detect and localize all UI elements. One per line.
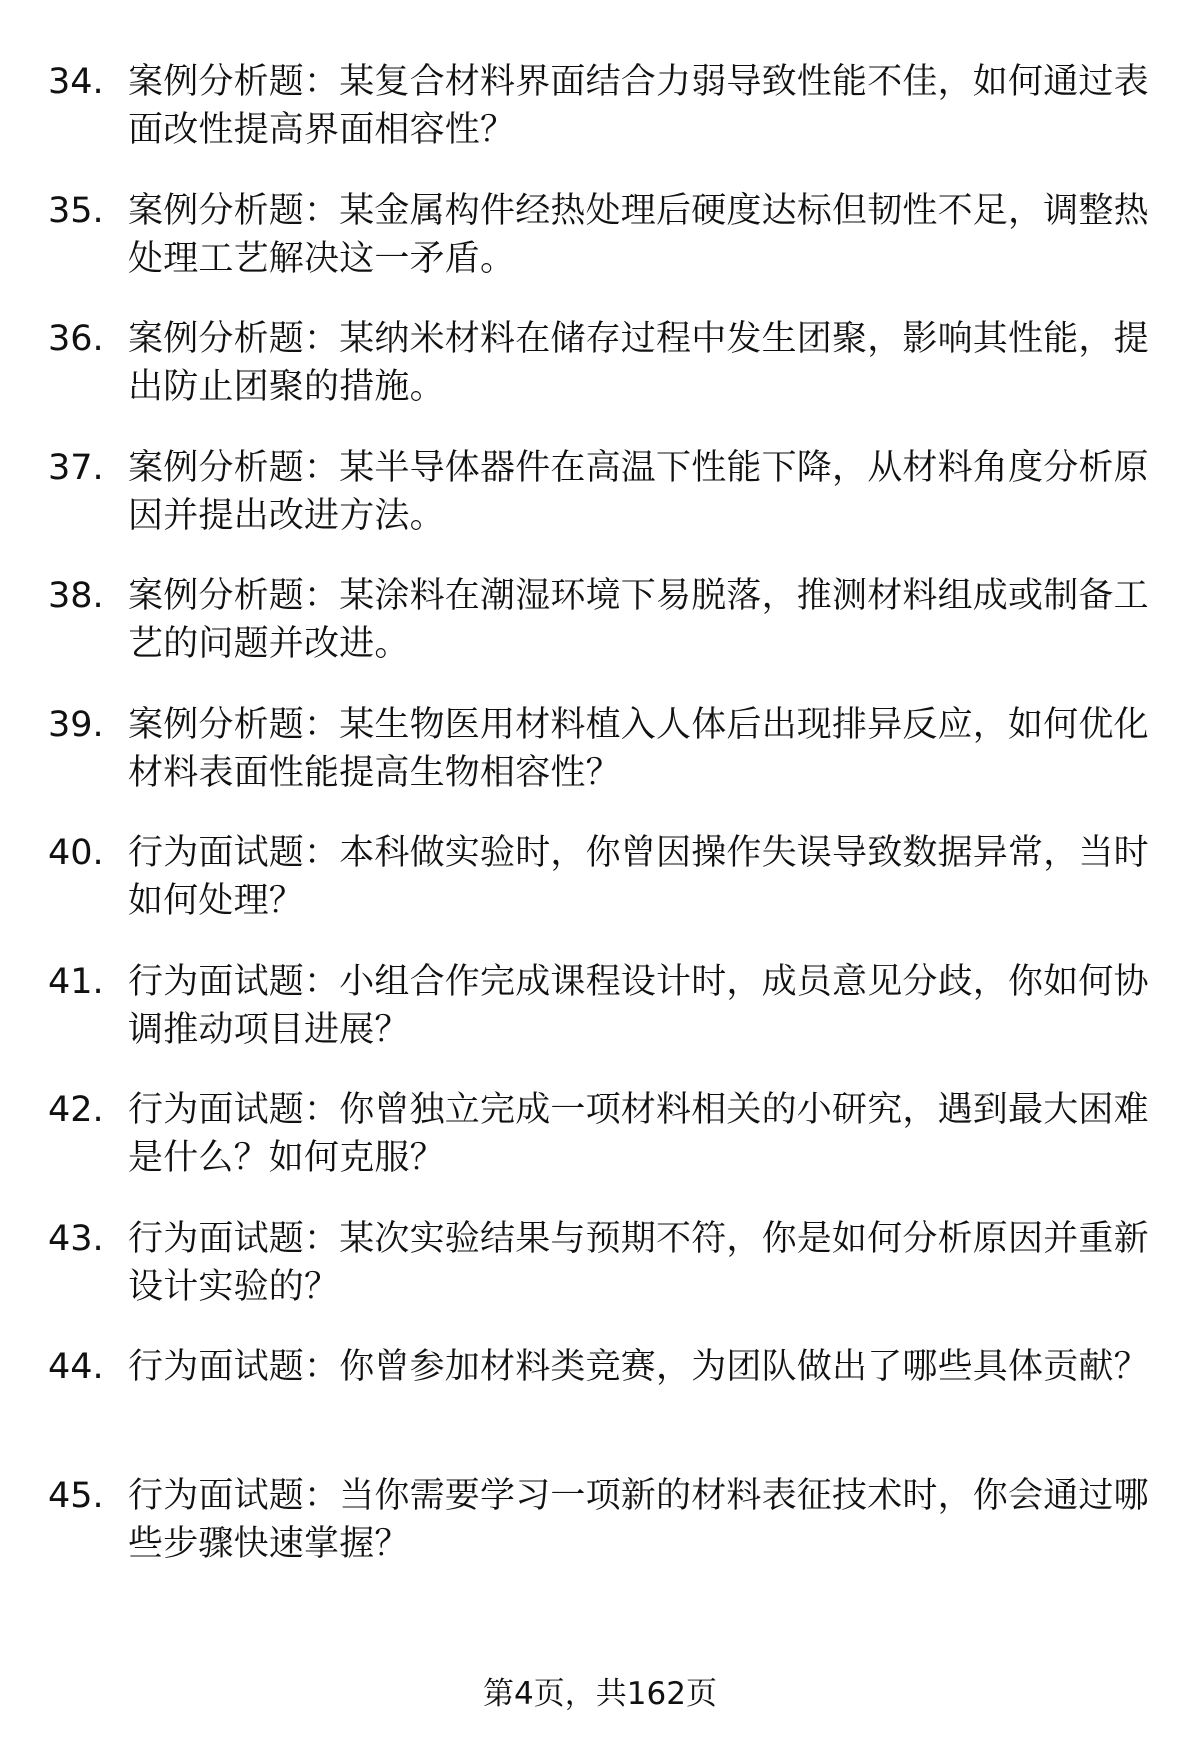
question-text: 行为面试题：你曾参加材料类竞赛，为团队做出了哪些具体贡献？ bbox=[128, 1347, 1149, 1387]
question-list bbox=[48, 58, 1158, 1600]
question-text: 行为面试题：当你需要学习一项新的材料表征技术时，你会通过哪些步骤快速掌握？ bbox=[128, 1475, 1149, 1564]
question-text: 案例分析题：某半导体器件在高温下性能下降，从材料角度分析原因并提出改进方法。 bbox=[128, 447, 1149, 536]
question-item bbox=[48, 829, 1158, 958]
question-number: 43. bbox=[48, 1218, 104, 1259]
question-item bbox=[48, 1086, 1158, 1215]
question-number: 45. bbox=[48, 1475, 104, 1516]
question-number: 34. bbox=[48, 62, 104, 102]
question-item bbox=[48, 1343, 1158, 1472]
question-item bbox=[48, 1215, 1158, 1344]
question-item bbox=[48, 444, 1158, 573]
question-text: 行为面试题：小组合作完成课程设计时，成员意见分歧，你如何协调推动项目进展？ bbox=[128, 961, 1149, 1050]
question-number: 39. bbox=[48, 704, 104, 745]
question-item bbox=[48, 187, 1158, 316]
question-text: 案例分析题：某复合材料界面结合力弱导致性能不佳，如何通过表面改性提高界面相容性？ bbox=[128, 62, 1149, 150]
question-text: 行为面试题：本科做实验时，你曾因操作失误导致数据异常，当时如何处理？ bbox=[128, 833, 1149, 921]
question-text: 案例分析题：某金属构件经热处理后硬度达标但韧性不足，调整热处理工艺解决这一矛盾。 bbox=[128, 190, 1149, 279]
question-item bbox=[48, 701, 1158, 830]
question-number: 38. bbox=[48, 576, 104, 616]
question-item bbox=[48, 315, 1158, 444]
question-number: 40. bbox=[48, 833, 104, 873]
question-text: 案例分析题：某涂料在潮湿环境下易脱落，推测材料组成或制备工艺的问题并改进。 bbox=[128, 576, 1149, 664]
question-text: 案例分析题：某生物医用材料植入人体后出现排异反应，如何优化材料表面性能提高生物相容性？ bbox=[128, 704, 1149, 793]
question-item bbox=[48, 958, 1158, 1087]
question-number: 42. bbox=[48, 1090, 104, 1130]
question-number: 36. bbox=[48, 319, 104, 359]
question-number: 35. bbox=[48, 190, 104, 231]
question-text: 案例分析题：某纳米材料在储存过程中发生团聚，影响其性能，提出防止团聚的措施。 bbox=[128, 319, 1149, 407]
question-number: 44. bbox=[48, 1347, 104, 1387]
question-number: 41. bbox=[48, 961, 104, 1002]
question-text: 行为面试题：你曾独立完成一项材料相关的小研究，遇到最大困难是什么？如何克服？ bbox=[128, 1090, 1149, 1178]
question-text: 行为面试题：某次实验结果与预期不符，你是如何分析原因并重新设计实验的？ bbox=[128, 1218, 1149, 1307]
page-footer: 第4页，共162页 bbox=[483, 1676, 717, 1712]
question-number: 37. bbox=[48, 447, 104, 488]
question-item bbox=[48, 572, 1158, 701]
question-item bbox=[48, 58, 1158, 187]
question-item bbox=[48, 1472, 1158, 1601]
